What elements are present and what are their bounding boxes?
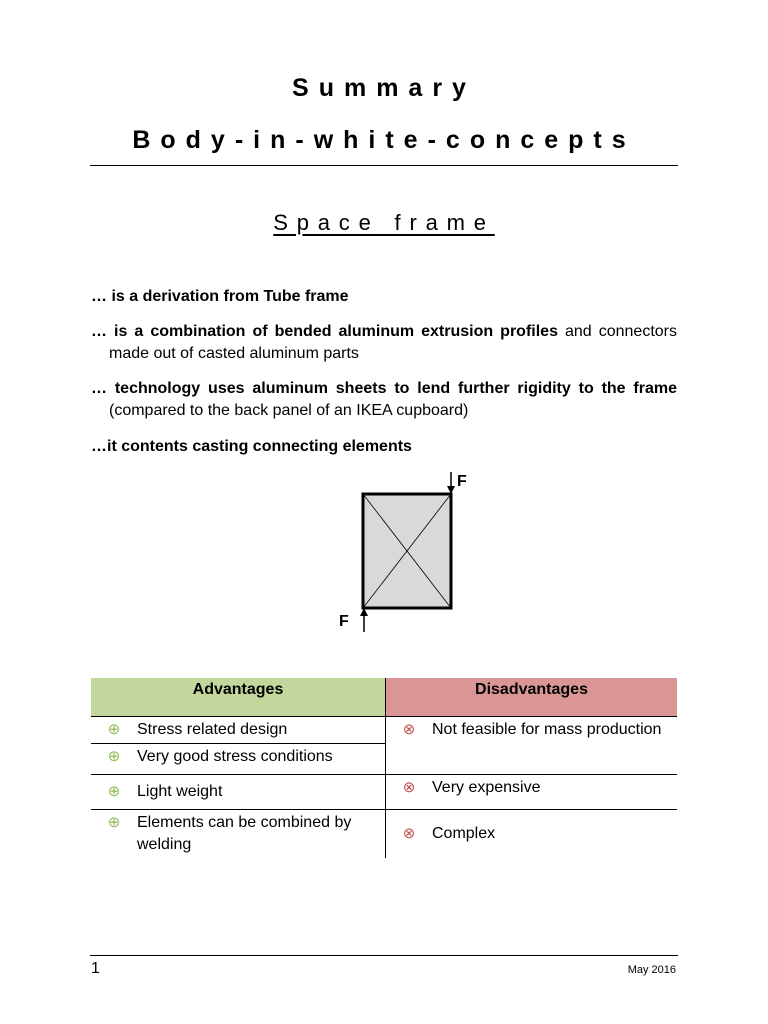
advantage-text: Very good stress conditions: [137, 748, 333, 765]
header-disadvantages: Disadvantages: [386, 678, 678, 717]
bullet-3-cont: (compared to the back panel of an IKEA cupboard): [109, 402, 469, 419]
bullet-2-cont: made out of casted aluminum parts: [109, 345, 359, 362]
advantage-text: Elements can be combined by welding: [137, 814, 352, 853]
title-body-in-white: Body-in-white-concepts: [132, 126, 636, 154]
plus-icon: ⊕: [107, 721, 121, 738]
title-summary: Summary: [292, 74, 476, 102]
subtitle-text: Space frame: [273, 210, 495, 235]
advantage-cell: [91, 717, 386, 744]
header-rule: [90, 165, 678, 166]
advantages-table: [91, 678, 677, 858]
plus-icon: ⊕: [107, 783, 121, 800]
force-label-top: F: [457, 473, 467, 490]
footer-date: May 2016: [627, 964, 676, 976]
bullet-2-bold: … is a combination of bended aluminum extrusion profiles: [91, 323, 558, 340]
plus-icon: ⊕: [107, 814, 121, 831]
advantage-cell: [91, 744, 386, 775]
disadvantage-cell: [386, 717, 678, 775]
cross-icon: ⊗: [402, 721, 416, 738]
header-advantages: Advantages: [91, 678, 386, 717]
disadvantage-cell: [386, 775, 678, 810]
disadvantage-text: Not feasible for mass production: [432, 721, 662, 738]
cross-icon: ⊗: [402, 825, 416, 842]
space-frame-diagram: [330, 466, 480, 636]
bullet-3-bold: … technology uses aluminum sheets to lend further rigidity to the frame: [91, 380, 677, 397]
cross-icon: ⊗: [402, 779, 416, 796]
advantage-text: Light weight: [137, 783, 223, 800]
bullet-4: [91, 436, 677, 458]
subtitle: [0, 210, 768, 236]
advantage-text: Stress related design: [137, 721, 288, 738]
bullet-2-normal: and connectors: [557, 323, 677, 340]
advantage-cell: [91, 775, 386, 810]
disadvantage-text: Very expensive: [432, 779, 541, 796]
bullet-1: [91, 286, 677, 308]
page-number: 1: [91, 960, 100, 977]
bullet-3: [91, 378, 677, 422]
advantage-cell: [91, 810, 386, 859]
bullet-4-bold: …it contents casting connecting elements: [91, 438, 412, 455]
plus-icon: ⊕: [107, 748, 121, 765]
disadvantage-text: Complex: [432, 825, 496, 842]
force-label-bottom: F: [339, 613, 349, 630]
bullet-2: [91, 321, 677, 365]
footer-rule: [90, 955, 678, 956]
disadvantage-cell: [386, 810, 678, 859]
bullet-1-bold: … is a derivation from Tube frame: [91, 288, 349, 305]
